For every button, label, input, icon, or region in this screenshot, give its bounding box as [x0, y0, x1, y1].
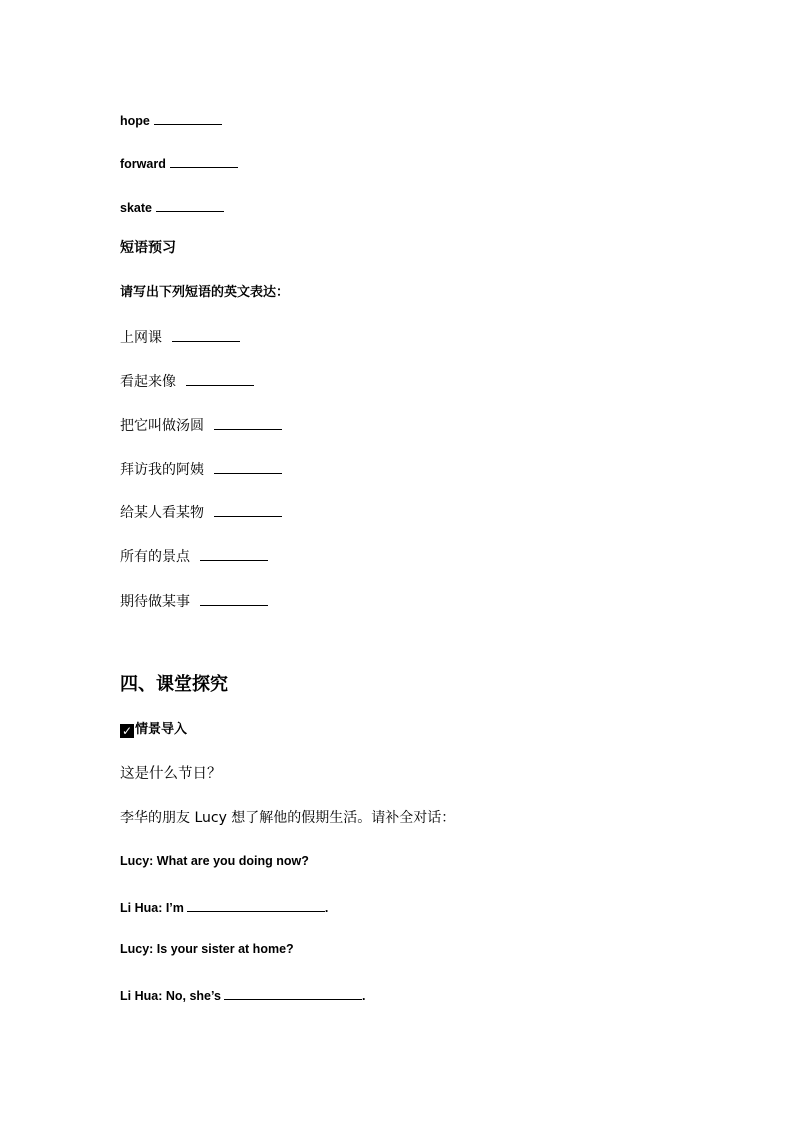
dialogue-text: Li Hua: No, she’s [120, 989, 221, 1003]
dialogue-text: Lucy: Is your sister at home? [120, 942, 294, 956]
dialogue-tail: . [361, 989, 366, 1003]
dialogue-line [120, 987, 365, 1003]
answer-blank[interactable] [172, 329, 240, 342]
answer-blank[interactable] [154, 112, 222, 125]
checkbox-icon: ✓ [121, 724, 133, 738]
phrase-text: 给某人看某物 [120, 505, 204, 521]
dialogue-tail: . [324, 901, 329, 915]
scenario-intro-label [120, 723, 187, 738]
answer-blank[interactable] [214, 461, 282, 474]
phrase-item [120, 417, 282, 433]
answer-blank[interactable] [214, 504, 282, 517]
dialogue-text: Lucy: What are you doing now? [120, 854, 309, 868]
vocab-word: skate [120, 201, 152, 215]
answer-blank[interactable] [156, 199, 224, 212]
answer-blank[interactable] [224, 987, 362, 1000]
phrase-text: 期待做某事 [120, 594, 190, 610]
phrase-section-title: 短语预习 [120, 240, 176, 256]
vocab-line-skate [120, 199, 224, 215]
phrase-text: 拜访我的阿姨 [120, 462, 204, 478]
answer-blank[interactable] [214, 417, 282, 430]
answer-blank[interactable] [200, 548, 268, 561]
phrase-text: 看起来像 [120, 374, 176, 390]
phrase-item [120, 593, 268, 609]
phrase-section-instruction: 请写出下列短语的英文表达： [120, 285, 290, 300]
question-text: 这是什么节日？ [120, 766, 222, 782]
vocab-line-hope [120, 112, 222, 128]
answer-blank[interactable] [186, 373, 254, 386]
dialogue-line [120, 943, 294, 956]
vocab-line-forward [120, 155, 238, 171]
dialogue-text: Li Hua: I’m [120, 901, 184, 915]
phrase-item [120, 461, 282, 477]
phrase-item [120, 373, 254, 389]
answer-blank[interactable] [187, 899, 325, 912]
phrase-item [120, 504, 282, 520]
phrase-item [120, 548, 268, 564]
phrase-text: 上网课 [120, 330, 162, 346]
dialogue-line [120, 855, 309, 868]
phrase-item [120, 329, 240, 345]
vocab-word: forward [120, 157, 166, 171]
sub-heading-text: 情景导入 [135, 722, 188, 737]
answer-blank[interactable] [170, 155, 238, 168]
phrase-text: 把它叫做汤圆 [120, 418, 204, 434]
answer-blank[interactable] [200, 593, 268, 606]
section-heading: 四、课堂探究 [120, 674, 228, 695]
vocab-word: hope [120, 114, 150, 128]
phrase-text: 所有的景点 [120, 549, 190, 565]
dialogue-intro: 李华的朋友 Lucy 想了解他的假期生活。请补全对话： [120, 810, 456, 826]
dialogue-line [120, 899, 328, 915]
